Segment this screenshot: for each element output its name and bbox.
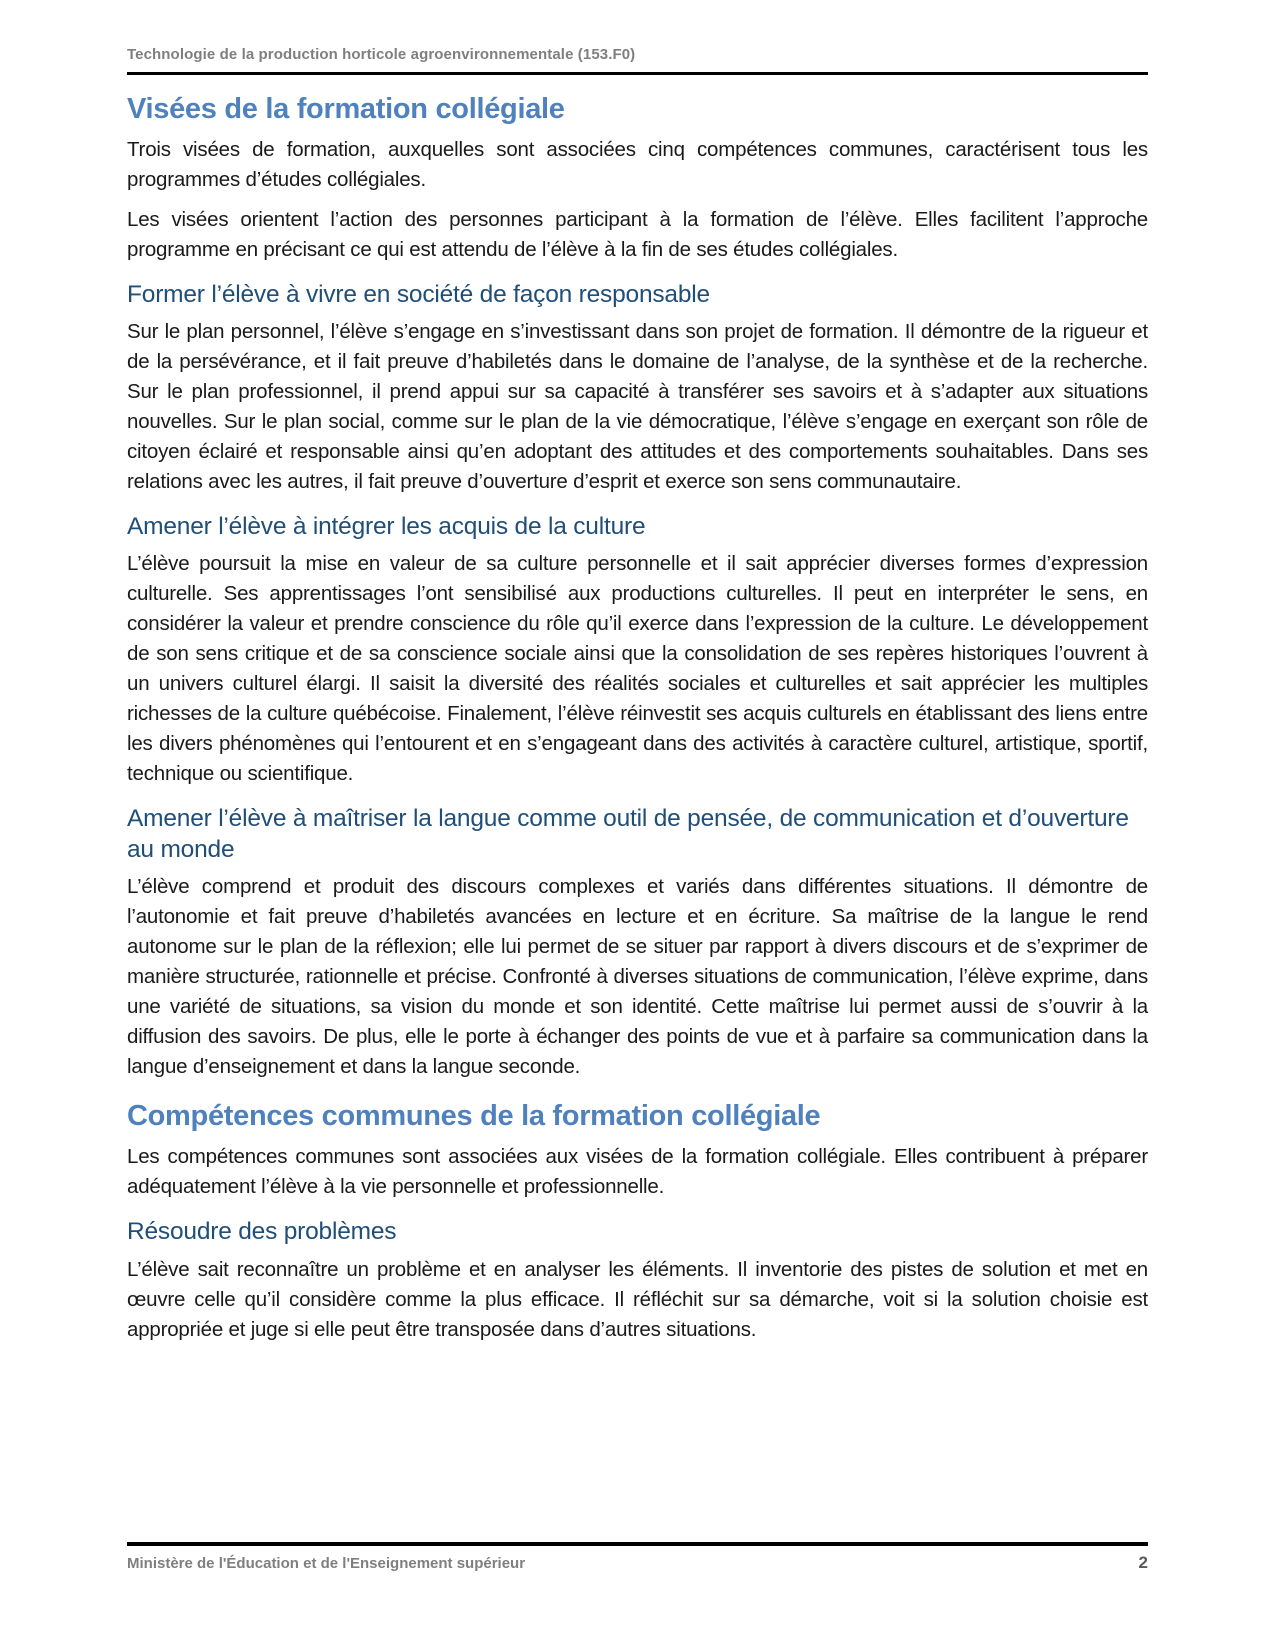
paragraph-maitriser-langue: L’élève comprend et produit des discours complexes et variés dans différentes situations. Il démontre de l’autonomie et fait preuve d’habiletés avancées en lecture et en écriture. Sa maîtrise de la langue le rend autonome sur le plan de la réflexion; elle lui permet de se situer par rapport à divers discours et de s’exprimer de manière structurée, rationnelle et précise. Confronté à diverses situations de communication, l’élève exprime, dans une variété de situations, sa vision du monde et son identité. Cette maîtrise lui permet aussi de s’ouvrir à la diffusion des savoirs. De plus, elle le porte à échanger des points de vue et à parfaire sa communication dans la langue d’enseignement et dans la langue seconde. (127, 875, 1148, 1079)
page-footer (127, 1542, 1148, 1573)
paragraph-visees-orientation: Les visées orientent l’action des personnes participant à la formation de l’élève. Elles facilitent l’approche programme en précisant ce qui est attendu de l’élève à la fin de ses études collégiales. (127, 208, 1148, 261)
subsection-heading-maitriser-langue: Amener l’élève à maîtriser la langue comme outil de pensée, de communication et d’ouverture au monde (127, 805, 1129, 864)
section-heading-competences-communes: Compétences communes de la formation collégiale (127, 1100, 821, 1133)
paragraph-integrer-culture: L’élève poursuit la mise en valeur de sa culture personnelle et il sait apprécier diverses formes d’expression culturelle. Ses apprentissages l’ont sensibilisé aux productions culturelles. Il peut en interpréter le sens, en considérer la valeur et prendre conscience du rôle qu’il exerce dans l’expression de la culture. Le développement de son sens critique et de sa conscience sociale ainsi que la consolidation de ses repères historiques l’ouvrent à un univers culturel élargi. Il saisit la diversité des réalités sociales et culturelles et sait apprécier les multiples richesses de la culture québécoise. Finalement, l’élève réinvestit ses acquis culturels en établissant des liens entre les divers phénomènes qui l’entourent et en s’engageant dans des activités à caractère culturel, artistique, sportif, technique ou scientifique. (127, 552, 1148, 786)
subsection-heading-integrer-culture: Amener l’élève à intégrer les acquis de la culture (127, 513, 646, 541)
paragraph-competences-communes: Les compétences communes sont associées aux visées de la formation collégiale. Elles contribuent à préparer adéquatement l’élève à la vie personnelle et professionnelle. (127, 1145, 1148, 1199)
footer-page-number: 2 (1138, 1553, 1148, 1572)
section-heading-visees: Visées de la formation collégiale (127, 93, 565, 125)
document-body (127, 93, 1148, 1345)
subsection-heading-former-eleve: Former l’élève à vivre en société de façon responsable (127, 281, 710, 308)
subsection-heading-resoudre-problemes: Résoudre des problèmes (127, 1218, 397, 1246)
paragraph-former-eleve: Sur le plan personnel, l’élève s’engage en s’investissant dans son projet de formation. Il démontre de la rigueur et de la persévérance, et il fait preuve d’habiletés dans le domaine de l’analyse, de la synthèse et de la recherche. Sur le plan professionnel, il prend appui sur sa capacité à transférer ses savoirs et à s’adapter aux situations nouvelles. Sur le plan social, comme sur le plan de la vie démocratique, l’élève s’engage en exerçant son rôle de citoyen éclairé et responsable ainsi qu’en adoptant des attitudes et des comportements souhaitables. Dans ses relations avec les autres, il fait preuve d’ouverture d’esprit et exerce son sens communautaire. (127, 320, 1148, 494)
paragraph-visees-intro: Trois visées de formation, auxquelles sont associées cinq compétences communes, caractérisent tous les programmes d’études collégiales. (127, 138, 1148, 191)
running-header (127, 0, 1148, 75)
running-header-title: Technologie de la production horticole agroenvironnementale (153.F0) (127, 46, 636, 63)
paragraph-resoudre-problemes: L’élève sait reconnaître un problème et en analyser les éléments. Il inventorie des pistes de solution et met en œuvre celle qu’il considère comme la plus efficace. Il réfléchit sur sa démarche, voit si la solution choisie est appropriée et juge si elle peut être transposée dans d’autres situations. (127, 1257, 1148, 1341)
footer-ministry-name: Ministère de l'Éducation et de l'Enseignement supérieur (127, 1555, 526, 1572)
